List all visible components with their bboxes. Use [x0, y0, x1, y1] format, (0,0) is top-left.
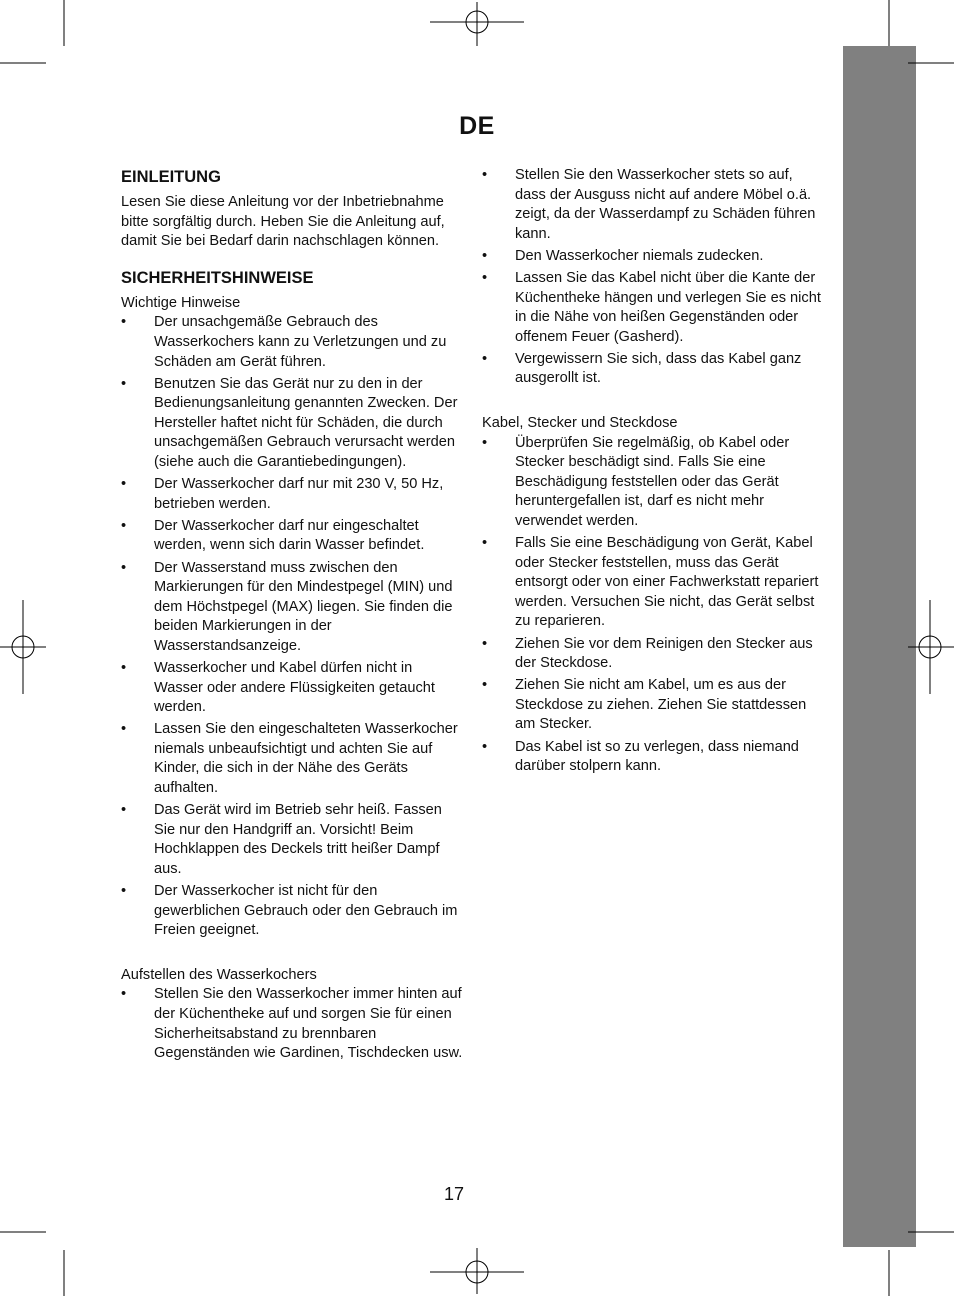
list-item: [482, 166, 824, 244]
list-item: [482, 534, 824, 632]
cable-list: [482, 434, 824, 777]
bullet-icon: •: [482, 350, 488, 367]
page-number: 17: [443, 1184, 465, 1204]
list-item: [482, 247, 824, 267]
list-item: [482, 738, 824, 777]
list-item-text: Benutzen Sie das Gerät nur zu den in der Bedienungsanleitung genannten Zwecken. Der Hersteller haftet nicht für Schäden, die durch unsachgemäßen Gebrauch verursacht werden (siehe auch die Garantiebedingungen).: [154, 375, 458, 471]
list-item-text: Der Wasserkocher darf nur eingeschaltet werden, wenn sich darin Wasser befindet.: [154, 517, 425, 554]
important-notes-heading: Wichtige Hinweise: [121, 294, 241, 311]
setup-heading: Aufstellen des Wasserkochers: [121, 966, 317, 983]
bullet-icon: •: [482, 247, 488, 264]
list-item-text: Vergewissern Sie sich, dass das Kabel ganz ausgerollt ist.: [515, 350, 802, 387]
list-item-text: Stellen Sie den Wasserkocher immer hinten auf der Küchentheke auf und sorgen Sie für einen Sicherheitsabstand zu brennbaren Gegenständen wie Gardinen, Tischdecken usw.: [154, 986, 463, 1062]
important-notes-list: [121, 313, 463, 940]
intro-title: EINLEITUNG: [121, 168, 221, 186]
list-item: [121, 720, 463, 798]
bullet-icon: •: [121, 986, 127, 1003]
setup-continued-list: [482, 166, 824, 389]
list-item-text: Der Wasserstand muss zwischen den Markierungen für den Mindestpegel (MIN) und dem Höchstpegel (MAX) liegen. Sie finden die beiden Markierungen in der Wasserstandsanzeige.: [154, 559, 453, 654]
bullet-icon: •: [121, 659, 127, 676]
bullet-icon: •: [482, 535, 488, 552]
intro-paragraph: Lesen Sie diese Anleitung vor der Inbetriebnahme bitte sorgfältig durch. Heben Sie die Anleitung auf, damit Sie bei Bedarf darin nachschlagen können.: [121, 194, 445, 250]
list-item-text: Den Wasserkocher niemals zudecken.: [515, 247, 764, 264]
list-item: [121, 517, 463, 556]
list-item-text: Falls Sie eine Beschädigung von Gerät, Kabel oder Stecker feststellen, muss das Gerät entsorgt oder von einer Fachwerkstatt repariert werden. Versuchen Sie nicht, das Gerät selbst zu reparieren.: [515, 535, 819, 630]
list-item-text: Das Gerät wird im Betrieb sehr heiß. Fassen Sie nur den Handgriff an. Vorsicht! Beim Hochklappen des Deckels tritt heißer Dampf aus.: [154, 802, 442, 877]
bullet-icon: •: [121, 476, 127, 493]
list-item: [121, 475, 463, 514]
list-item: [482, 269, 824, 347]
list-item: [121, 313, 463, 372]
list-item-text: Überprüfen Sie regelmäßig, ob Kabel oder Stecker beschädigt sind. Falls Sie eine Beschädigung feststellen oder das Gerät heruntergefallen ist, darf es nicht mehr verwendet werden.: [515, 434, 790, 529]
bullet-icon: •: [482, 635, 488, 652]
bullet-icon: •: [121, 883, 127, 899]
list-item: [482, 434, 824, 532]
bullet-icon: •: [482, 269, 488, 286]
list-item-text: Der Wasserkocher ist nicht für den gewerblichen Gebrauch oder den Gebrauch im Freien geeignet.: [154, 883, 458, 939]
bullet-icon: •: [121, 517, 127, 534]
list-item: [121, 882, 463, 941]
bullet-icon: •: [482, 434, 488, 451]
list-item: [482, 350, 824, 389]
cable-heading: Kabel, Stecker und Steckdose: [482, 415, 678, 432]
bullet-icon: •: [482, 738, 488, 755]
list-item: [482, 676, 824, 735]
bullet-icon: •: [121, 802, 127, 819]
list-item: [121, 659, 463, 718]
language-heading: DE: [459, 112, 495, 140]
bullet-icon: •: [121, 314, 127, 331]
safety-section: [121, 267, 463, 1064]
bullet-icon: •: [121, 721, 127, 738]
safety-title: SICHERHEITSHINWEISE: [121, 268, 314, 287]
setup-list: [121, 985, 463, 1063]
left-column: [121, 166, 463, 1066]
list-item-text: Stellen Sie den Wasserkocher stets so auf, dass der Ausguss nicht auf andere Möbel o.ä. zeigt, da der Wasserdampf zu Schäden führen kann.: [515, 167, 816, 242]
list-item: [121, 559, 463, 657]
list-item-text: Lassen Sie den eingeschalteten Wasserkocher niemals unbeaufsichtigt und achten Sie auf Kinder, die sich in der Nähe des Geräts aufhalten.: [154, 721, 458, 797]
list-item: [121, 985, 463, 1063]
list-item-text: Lassen Sie das Kabel nicht über die Kante der Küchentheke hängen und verlegen Sie es nicht in die Nähe von heißen Gegenständen oder offenem Feuer (Gasherd).: [515, 269, 821, 345]
list-item-text: Ziehen Sie vor dem Reinigen den Stecker aus der Steckdose.: [515, 635, 813, 672]
list-item: [482, 635, 824, 674]
bullet-icon: •: [121, 375, 127, 392]
bullet-icon: •: [482, 677, 488, 694]
right-column: [482, 166, 824, 779]
list-item: [121, 375, 463, 473]
list-item: [121, 801, 463, 879]
bullet-icon: •: [121, 559, 127, 576]
list-item-text: Der Wasserkocher darf nur mit 230 V, 50 Hz, betrieben werden.: [154, 476, 444, 512]
list-item-text: Der unsachgemäße Gebrauch des Wasserkochers kann zu Verletzungen und zu Schäden am Gerät führen.: [154, 314, 447, 370]
list-item-text: Das Kabel ist so zu verlegen, dass niemand darüber stolpern kann.: [515, 738, 799, 775]
list-item-text: Wasserkocher und Kabel dürfen nicht in Wasser oder andere Flüssigkeiten getaucht werden.: [154, 659, 435, 716]
bullet-icon: •: [482, 167, 488, 183]
list-item-text: Ziehen Sie nicht am Kabel, um es aus der Steckdose zu ziehen. Ziehen Sie stattdessen am Stecker.: [515, 677, 807, 733]
